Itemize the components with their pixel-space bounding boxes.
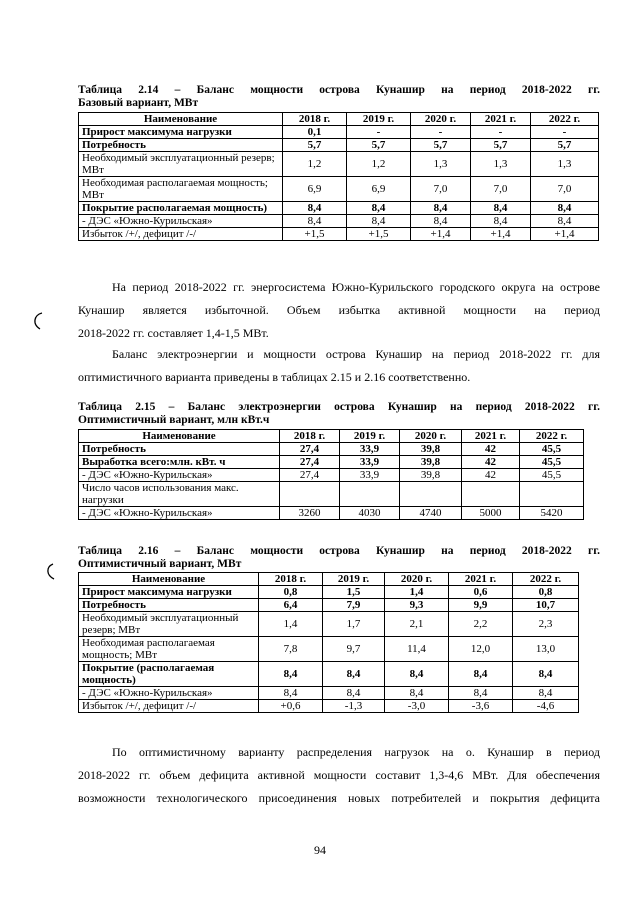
column-header-year: 2020 г. <box>411 113 471 126</box>
column-header-name: Наименование <box>79 573 259 586</box>
table-cell-value: 7,0 <box>411 177 471 202</box>
column-header-year: 2021 г. <box>462 430 520 443</box>
row-label: Потребность <box>79 443 280 456</box>
table-cell-value: 1,3 <box>531 152 599 177</box>
table-row <box>79 202 599 215</box>
table-cell-value: 33,9 <box>340 469 400 482</box>
margin-bracket-mark <box>42 562 58 582</box>
table-cell-value: 6,4 <box>259 599 323 612</box>
table-2-16-caption: Таблица 2.16 – Баланс мощности острова Кунашир на период 2018-2022 гг. Оптимистичный вариант, МВт <box>78 545 600 570</box>
column-header-year: 2020 г. <box>400 430 462 443</box>
table-cell-value: 2,1 <box>385 612 449 637</box>
table-row <box>79 482 584 507</box>
row-label: Потребность <box>79 599 259 612</box>
table-2-14 <box>78 112 599 241</box>
column-header-year: 2019 г. <box>347 113 411 126</box>
table-2-15-caption: Таблица 2.15 – Баланс электроэнергии острова Кунашир на период 2018-2022 гг. Оптимистичный вариант, млн кВт.ч <box>78 401 600 426</box>
row-label: Избыток /+/, дефицит /-/ <box>79 228 283 241</box>
table-cell-value <box>400 482 462 507</box>
table-cell-value: 7,0 <box>531 177 599 202</box>
table-cell-value: 5000 <box>462 507 520 520</box>
column-header-year: 2022 г. <box>513 573 579 586</box>
column-header-name: Наименование <box>79 113 283 126</box>
table-cell-value: +1,4 <box>531 228 599 241</box>
table-cell-value: 27,4 <box>280 456 340 469</box>
table-row <box>79 687 579 700</box>
row-label: Прирост максимума нагрузки <box>79 126 283 139</box>
table-cell-value: 1,4 <box>385 586 449 599</box>
table-cell-value: 8,4 <box>513 662 579 687</box>
table-row <box>79 456 584 469</box>
table-cell-value: 4030 <box>340 507 400 520</box>
table-row <box>79 586 579 599</box>
table-cell-value: 1,3 <box>411 152 471 177</box>
table-cell-value: 9,9 <box>449 599 513 612</box>
table-cell-value: 5,7 <box>347 139 411 152</box>
table-header-row <box>79 430 584 443</box>
table-cell-value: 0,6 <box>449 586 513 599</box>
table-cell-value: 8,4 <box>411 202 471 215</box>
table-cell-value: 2,2 <box>449 612 513 637</box>
row-label: - ДЭС «Южно-Курильская» <box>79 507 280 520</box>
table-cell-value: 10,7 <box>513 599 579 612</box>
table-cell-value: 6,9 <box>283 177 347 202</box>
table-cell-value: 39,8 <box>400 443 462 456</box>
paragraph-balance-intro: Баланс электроэнергии и мощности острова Кунашир на период 2018-2022 гг. для оптимистичного варианта приведены в таблицах 2.15 и 2.16 соответственно. <box>78 347 600 384</box>
table-cell-value: 5,7 <box>531 139 599 152</box>
table-cell-value: 8,4 <box>531 215 599 228</box>
table-cell-value: +0,6 <box>259 700 323 713</box>
table-cell-value: 8,4 <box>385 687 449 700</box>
table-cell-value <box>340 482 400 507</box>
table-2-15 <box>78 429 584 520</box>
table-cell-value: 12,0 <box>449 637 513 662</box>
table-cell-value: 7,8 <box>259 637 323 662</box>
table-cell-value: - <box>347 126 411 139</box>
table-row <box>79 443 584 456</box>
table-cell-value: 1,2 <box>283 152 347 177</box>
row-label: - ДЭС «Южно-Курильская» <box>79 687 259 700</box>
table-cell-value <box>280 482 340 507</box>
table-row <box>79 177 599 202</box>
column-header-year: 2020 г. <box>385 573 449 586</box>
table-cell-value: 0,8 <box>259 586 323 599</box>
table-cell-value: 27,4 <box>280 443 340 456</box>
table-cell-value: 8,4 <box>347 202 411 215</box>
table-cell-value: 8,4 <box>323 662 385 687</box>
table-cell-value: +1,4 <box>471 228 531 241</box>
table-cell-value: - <box>531 126 599 139</box>
table-cell-value: 1,5 <box>323 586 385 599</box>
row-label: Покрытие (располагаемая мощность) <box>79 662 259 687</box>
table-cell-value: 9,3 <box>385 599 449 612</box>
table-cell-value: -3,6 <box>449 700 513 713</box>
table-cell-value: -3,0 <box>385 700 449 713</box>
table-cell-value: 5,7 <box>471 139 531 152</box>
table-row <box>79 215 599 228</box>
row-label: Необходимый эксплуатационный резерв; МВт <box>79 152 283 177</box>
table-cell-value <box>520 482 584 507</box>
table-cell-value: +1,5 <box>347 228 411 241</box>
table-cell-value: 5420 <box>520 507 584 520</box>
table-cell-value: 8,4 <box>513 687 579 700</box>
table-cell-value: 1,7 <box>323 612 385 637</box>
table-cell-value: 7,9 <box>323 599 385 612</box>
table-cell-value: 8,4 <box>259 662 323 687</box>
column-header-year: 2018 г. <box>259 573 323 586</box>
table-cell-value: 8,4 <box>471 215 531 228</box>
table-cell-value: 8,4 <box>283 202 347 215</box>
row-label: Необходимая располагаемая мощность; МВт <box>79 177 283 202</box>
row-label: Потребность <box>79 139 283 152</box>
table-row <box>79 228 599 241</box>
column-header-name: Наименование <box>79 430 280 443</box>
table-cell-value: 7,0 <box>471 177 531 202</box>
table-cell-value: 0,1 <box>283 126 347 139</box>
table-cell-value: 0,8 <box>513 586 579 599</box>
table-row <box>79 152 599 177</box>
row-label: Покрытие располагаемая мощность) <box>79 202 283 215</box>
column-header-year: 2022 г. <box>531 113 599 126</box>
table-cell-value: 8,4 <box>411 215 471 228</box>
column-header-year: 2018 г. <box>280 430 340 443</box>
row-label: - ДЭС «Южно-Курильская» <box>79 215 283 228</box>
table-cell-value: 33,9 <box>340 456 400 469</box>
table-row <box>79 469 584 482</box>
row-label: Выработка всего:млн. кВт. ч <box>79 456 280 469</box>
table-cell-value: 1,2 <box>347 152 411 177</box>
column-header-year: 2019 г. <box>323 573 385 586</box>
table-row <box>79 700 579 713</box>
table-cell-value: 8,4 <box>449 662 513 687</box>
margin-bracket-mark <box>28 310 48 332</box>
table-cell-value: 39,8 <box>400 469 462 482</box>
table-cell-value: 1,3 <box>471 152 531 177</box>
table-row <box>79 637 579 662</box>
table-row <box>79 507 584 520</box>
table-2-14-caption: Таблица 2.14 – Баланс мощности острова Кунашир на период 2018-2022 гг. Базовый вариант, МВт <box>78 84 600 109</box>
table-cell-value: 33,9 <box>340 443 400 456</box>
column-header-year: 2019 г. <box>340 430 400 443</box>
table-cell-value: 8,4 <box>259 687 323 700</box>
table-cell-value: 2,3 <box>513 612 579 637</box>
table-cell-value: 3260 <box>280 507 340 520</box>
table-cell-value: 5,7 <box>283 139 347 152</box>
table-cell-value: 9,7 <box>323 637 385 662</box>
column-header-year: 2018 г. <box>283 113 347 126</box>
table-header-row <box>79 113 599 126</box>
table-row <box>79 662 579 687</box>
row-label: Необходимый эксплуатационный резерв; МВт <box>79 612 259 637</box>
row-label: Прирост максимума нагрузки <box>79 586 259 599</box>
table-cell-value: 45,5 <box>520 469 584 482</box>
table-cell-value <box>462 482 520 507</box>
table-cell-value: 5,7 <box>411 139 471 152</box>
table-cell-value: 8,4 <box>323 687 385 700</box>
table-cell-value: - <box>471 126 531 139</box>
table-cell-value: +1,5 <box>283 228 347 241</box>
column-header-year: 2022 г. <box>520 430 584 443</box>
table-cell-value: 11,4 <box>385 637 449 662</box>
table-header-row <box>79 573 579 586</box>
table-cell-value: 8,4 <box>385 662 449 687</box>
table-cell-value: 4740 <box>400 507 462 520</box>
table-cell-value: 27,4 <box>280 469 340 482</box>
table-cell-value: 8,4 <box>471 202 531 215</box>
table-2-16 <box>78 572 579 713</box>
table-cell-value: 8,4 <box>347 215 411 228</box>
table-cell-value: 42 <box>462 443 520 456</box>
row-label: - ДЭС «Южно-Курильская» <box>79 469 280 482</box>
table-cell-value: 8,4 <box>531 202 599 215</box>
column-header-year: 2021 г. <box>449 573 513 586</box>
table-row <box>79 126 599 139</box>
page-number: 94 <box>314 843 326 857</box>
table-cell-value: +1,4 <box>411 228 471 241</box>
column-header-year: 2021 г. <box>471 113 531 126</box>
table-cell-value: 42 <box>462 469 520 482</box>
table-cell-value: 13,0 <box>513 637 579 662</box>
row-label: Необходимая располагаемая мощность; МВт <box>79 637 259 662</box>
table-cell-value: 6,9 <box>347 177 411 202</box>
paragraph-deficit: По оптимистичному варианту распределения нагрузок на о. Кунашир в период 2018-2022 гг. объем дефицита активной мощности составит 1,3-4,6 МВт. Для обеспечения возможности технологического присоединения новых потребителей и покрытия дефицита <box>78 745 600 805</box>
table-cell-value: 8,4 <box>449 687 513 700</box>
table-cell-value: - <box>411 126 471 139</box>
table-row <box>79 139 599 152</box>
table-cell-value: 42 <box>462 456 520 469</box>
table-row <box>79 612 579 637</box>
table-cell-value: 45,5 <box>520 443 584 456</box>
row-label: Число часов использования макс. нагрузки <box>79 482 280 507</box>
table-cell-value: 39,8 <box>400 456 462 469</box>
table-cell-value: 45,5 <box>520 456 584 469</box>
table-cell-value: 1,4 <box>259 612 323 637</box>
table-cell-value: -4,6 <box>513 700 579 713</box>
table-row <box>79 599 579 612</box>
table-cell-value: 8,4 <box>283 215 347 228</box>
row-label: Избыток /+/, дефицит /-/ <box>79 700 259 713</box>
table-cell-value: -1,3 <box>323 700 385 713</box>
paragraph-surplus: На период 2018-2022 гг. энергосистема Южно-Курильского городского округа на острове Кунашир является избыточной. Объем избытка активной мощности на период 2018-2022 гг. составляет 1,4-1,5 МВт. <box>78 280 600 340</box>
